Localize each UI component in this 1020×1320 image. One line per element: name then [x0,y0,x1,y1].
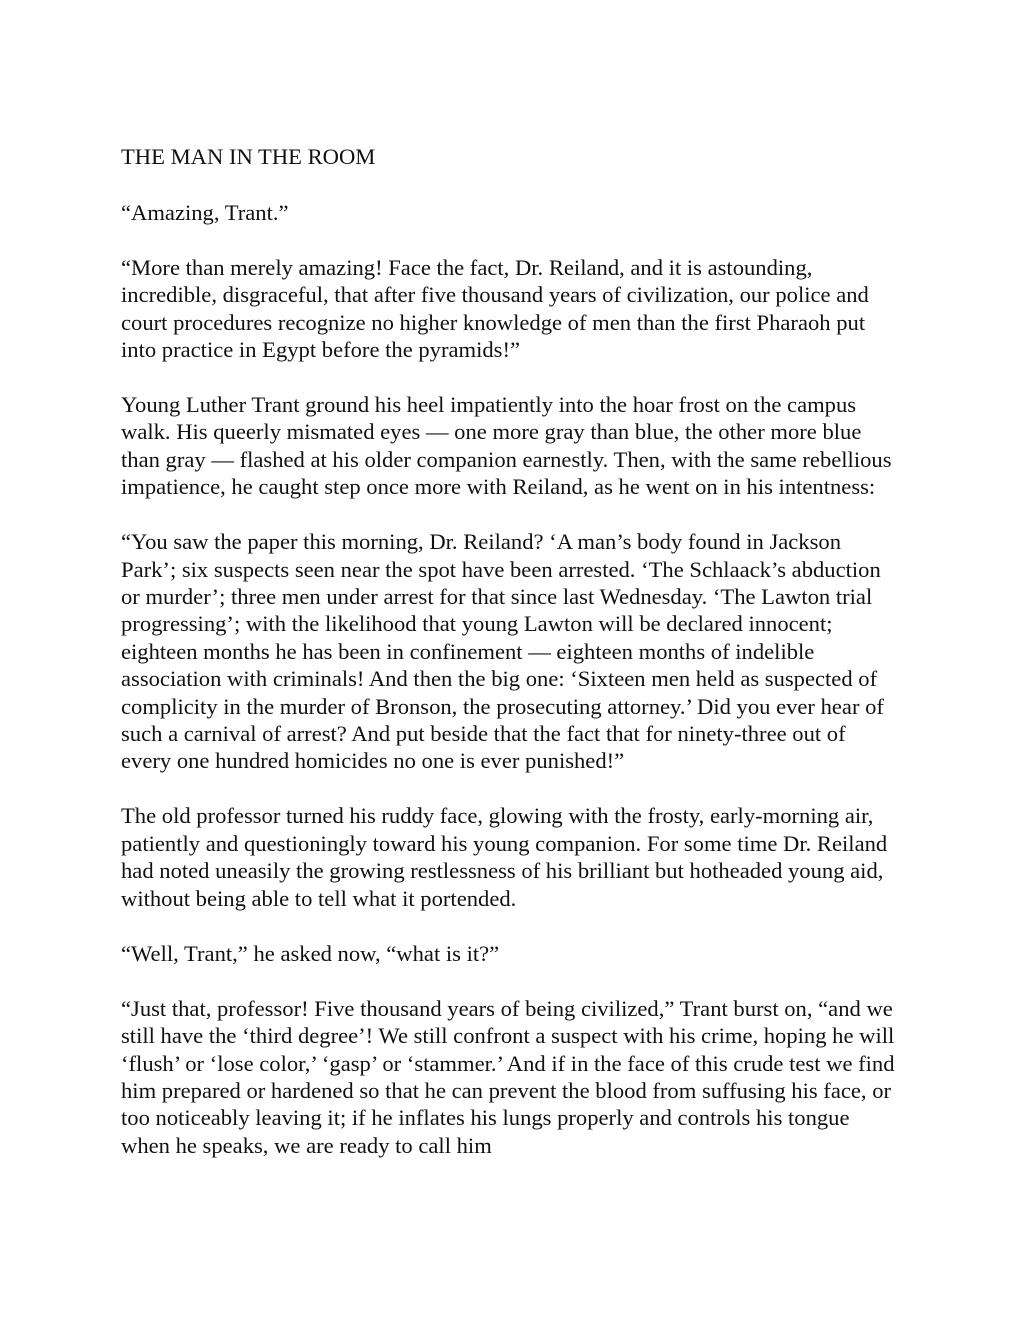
paragraph: “You saw the paper this morning, Dr. Reiland? ‘A man’s body found in Jackson Park’; six suspects seen near the spot have been arrested. ‘The Schlaack’s abduction or murder’; three men under arrest for that since last Wednesday. ‘The Lawton trial progressing’; with the likelihood that young Lawton will be declared innocent; eighteen months he has been in confinement — eighteen months of indelible association with criminals! And then the big one: ‘Sixteen men held as suspected of complicity in the murder of Bronson, the prosecuting attorney.’ Did you ever hear of such a carnival of arrest? And put beside that the fact that for ninety-three out of every one hundred homicides no one is ever punished!” [121,529,884,774]
paragraph: The old professor turned his ruddy face, glowing with the frosty, early-morning air, patiently and questioningly toward his young companion. For some time Dr. Reiland had noted uneasily the growing restlessness of his brilliant but hotheaded young aid, without being able to tell what it portended. [121,803,888,911]
paragraph: “Amazing, Trant.” [121,199,289,225]
paragraph: Young Luther Trant ground his heel impatiently into the hoar frost on the campus walk. His queerly mismated eyes — one more gray than blue, the other more blue than gray — flashed at his older companion earnestly. Then, with the same rebellious impatience, he caught step once more with Reiland, as he went on in his intentness: [121,392,892,500]
chapter-title: THE MAN IN THE ROOM [121,144,376,169]
paragraph: “More than merely amazing! Face the fact, Dr. Reiland, and it is astounding, incredible, disgraceful, that after five thousand years of civilization, our police and court procedures recognize no higher knowledge of men than the first Pharaoh put into practice in Egypt before the pyramids!” [121,254,869,363]
document-page [121,143,901,1187]
paragraph: “Well, Trant,” he asked now, “what is it?” [121,940,500,966]
paragraph: “Just that, professor! Five thousand years of being civilized,” Trant burst on, “and we still have the ‘third degree’! We still confront a suspect with his crime, hoping he will ‘flush’ or ‘lose color,’ ‘gasp’ or ‘stammer.’ And if in the face of this crude test we find him prepared or hardened so that he can prevent the blood from suffusing his face, or too noticeably leaving it; if he inflates his lungs properly and controls his tongue when he speaks, we are ready to call him [121,995,895,1158]
